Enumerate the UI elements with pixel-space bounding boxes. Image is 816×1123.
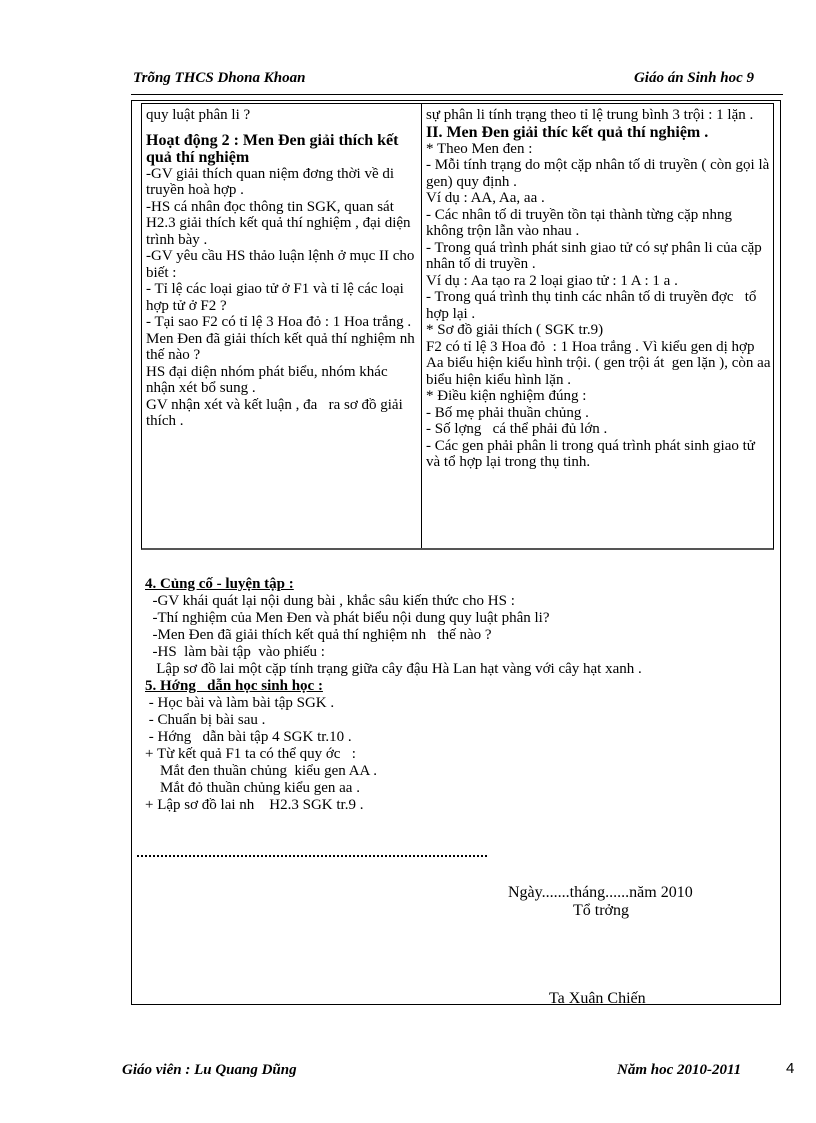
activity-2-heading: Hoạt động 2 : Men Đen giải thích kết quả thí nghiệm bbox=[146, 131, 403, 166]
lesson-table bbox=[141, 103, 774, 550]
section-4-line: -Thí nghiệm của Men Đen và phát biểu nội dung quy luật phân li? bbox=[145, 610, 550, 626]
section-5-line: - Chuẩn bị bài sau . bbox=[145, 712, 266, 728]
section-4-line: -GV khái quát lại nội dung bài , khắc sâu kiến thức cho HS : bbox=[145, 593, 515, 609]
lesson-content-column bbox=[426, 107, 775, 471]
section-ii-heading: II. Men Đen giải thíc kết quả thí nghiệm . bbox=[426, 123, 709, 141]
header-subject: Giáo án Sinh hoc 9 bbox=[633, 70, 754, 86]
section-5-line: Mắt đen thuần chủng kiểu gen AA . bbox=[145, 763, 378, 779]
dotted-separator bbox=[137, 855, 487, 857]
table-right-line: Ví dụ : AA, Aa, aa . bbox=[426, 190, 545, 206]
table-right-line: * Theo Men đen : bbox=[426, 140, 533, 157]
table-right-line: Ví dụ : Aa tạo ra 2 loại giao tử : 1 A : 1 a . bbox=[426, 272, 678, 289]
table-right-line: F2 có tỉ lệ 3 Hoa đỏ : 1 Hoa trắng . Vì kiểu gen dị hợp Aa biểu hiện kiểu hình trội. ( gen trội át gen lặn ), còn aa biểu hiện kiểu hình lặn . bbox=[426, 338, 775, 388]
table-left-line bbox=[146, 124, 416, 132]
section-5-line: Mắt đỏ thuần chủng kiểu gen aa . bbox=[145, 780, 360, 796]
table-left-line: Men Đen đã giải thích kết quả thí nghiệm nh thế nào ? bbox=[146, 330, 426, 363]
consolidation-section bbox=[145, 576, 642, 814]
signature-name: Ta Xuân Chiến bbox=[549, 990, 646, 1007]
section-5-line: + Lập sơ đồ lai nh H2.3 SGK tr.9 . bbox=[145, 797, 364, 813]
section-5-line: - Học bài và làm bài tập SGK . bbox=[145, 695, 335, 711]
table-right-line: - Các gen phải phân li trong quá trình phát sinh giao tử và tổ hợp lại trong thụ tinh. bbox=[426, 437, 759, 470]
section-4-line: Lập sơ đồ lai một cặp tính trạng giữa cây đậu Hà Lan hạt vàng với cây hạt xanh . bbox=[145, 661, 642, 677]
table-left-line: -GV yêu cầu HS thảo luận lệnh ở mục II cho biết : bbox=[146, 248, 419, 281]
footer-school-year: Năm hoc 2010-2011 bbox=[617, 1062, 742, 1078]
section-4-line: -HS làm bài tập vào phiếu : bbox=[145, 644, 325, 660]
section-5-line: + Từ kết quả F1 ta có thể quy ớc : bbox=[145, 746, 356, 762]
table-left-line: -HS cá nhân đọc thông tin SGK, quan sát H2.3 giải thích kết quả thí nghiệm , đại diện trình bày . bbox=[146, 198, 415, 248]
table-left-line: -GV giải thích quan niệm đơng thời về di truyền hoà hợp . bbox=[146, 165, 398, 198]
page-number: 4 bbox=[786, 1060, 795, 1077]
table-right-line: - Trong quá trình thụ tinh các nhân tố di truyền đợc tổ hợp lại . bbox=[426, 289, 761, 322]
table-left-line: HS đại diện nhóm phát biểu, nhóm khác nhận xét bổ sung . bbox=[146, 363, 392, 396]
section-5-line: - Hớng dẫn bài tập 4 SGK tr.10 . bbox=[145, 729, 352, 745]
table-left-line: quy luật phân li ? bbox=[146, 107, 251, 123]
section-5-title: 5. Hớng dẫn học sinh học : bbox=[145, 678, 323, 694]
signature-role: Tổ trởng bbox=[573, 902, 630, 919]
table-right-line: - Bố mẹ phải thuần chủng . bbox=[426, 404, 589, 421]
table-left-line: - Tỉ lệ các loại giao tử ở F1 và tỉ lệ các loại hợp tử ở F2 ? bbox=[146, 281, 408, 314]
section-4-title: 4. Củng cố - luyện tập : bbox=[145, 576, 294, 592]
table-right-line: - Mỗi tính trạng do một cặp nhân tố di truyền ( còn gọi là gen) quy định . bbox=[426, 157, 774, 190]
header-rule bbox=[131, 94, 783, 95]
header-school: Trõng THCS Dhona Khoan bbox=[133, 70, 306, 86]
table-left-line: - Tại sao F2 có tỉ lệ 3 Hoa đỏ : 1 Hoa trắng . bbox=[146, 314, 412, 330]
table-right-line: sự phân li tính trạng theo tỉ lệ trung bình 3 trội : 1 lặn . bbox=[426, 107, 754, 123]
table-right-line: * Điều kiện nghiệm đúng : bbox=[426, 388, 587, 404]
table-right-line: - Trong quá trình phát sinh giao tử có sự phân li của cặp nhân tố di truyền . bbox=[426, 239, 766, 272]
teacher-student-activities-column bbox=[146, 107, 426, 430]
table-right-line: - Số lợng cá thể phải đủ lớn . bbox=[426, 421, 608, 437]
table-column-divider bbox=[421, 104, 422, 548]
signature-date: Ngày.......tháng......năm 2010 bbox=[508, 884, 693, 901]
table-right-line: * Sơ đồ giải thích ( SGK tr.9) bbox=[426, 322, 604, 338]
table-right-line: - Các nhân tố di truyền tồn tại thành từng cặp nhng không trộn lẫn vào nhau . bbox=[426, 206, 740, 239]
footer-teacher: Giáo viên : Lu Quang Dũng bbox=[122, 1062, 297, 1078]
table-left-line: GV nhận xét và kết luận , đa ra sơ đồ giải thích . bbox=[146, 396, 407, 429]
section-4-line: -Men Đen đã giải thích kết quả thí nghiệm nh thế nào ? bbox=[145, 627, 492, 643]
